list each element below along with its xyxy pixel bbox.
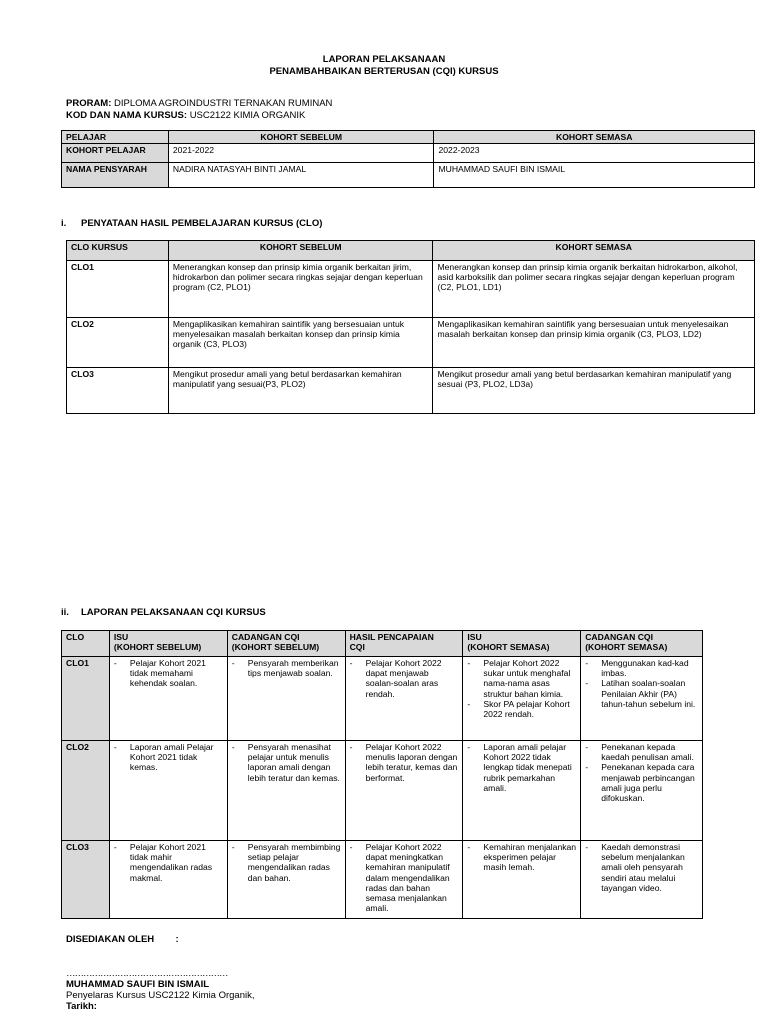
table-cell: Mengaplikasikan kemahiran saintifik yang bersesuaian untuk menyelesaikan masalah berkaitan konsep dan prinsip kimia organik (C3, PLO3) [168,318,433,368]
header-line1: HASIL PENCAPAIAN [349,632,434,642]
date-label: Tarikh: [66,1001,97,1012]
table-row [62,741,703,841]
course-label: KOD DAN NAMA KURSUS: [66,109,188,121]
table-header-cell [581,631,703,657]
table-header-cell: PELAJAR [62,131,169,144]
clo-label: CLO2 [67,318,169,368]
table-cell [345,841,463,919]
clo-label: CLO2 [62,741,110,841]
table-cell [463,657,581,741]
list-item: - Pelajar Kohort 2022 menulis laporan dengan lebih teratur, kemas dan berformat. [350,742,459,783]
section-number: ii. [61,607,69,618]
signatory-role: Penyelaras Kursus USC2122 Kimia Organik, [66,990,255,1001]
header-line1: CADANGAN CQI [231,632,300,642]
table-header-cell [345,631,463,657]
list-item: - Laporan amali Pelajar Kohort 2021 tidak kemas. [114,742,223,773]
table-row [62,657,703,741]
clo-label: CLO1 [62,657,110,741]
course-meta [66,98,332,121]
table-header-cell: CLO KURSUS [67,241,169,261]
table-header-cell [463,631,581,657]
header-line1: CLO [66,632,85,642]
list-item: - Pelajar Kohort 2022 dapat meningkatkan kemahiran manipulatif dalam mengendalikan radas dan bahan semasa menjalankan amali. [350,842,459,913]
table-header-cell [109,631,227,657]
table-cell: Menerangkan konsep dan prinsip kimia organik berkaitan jirim, hidrokarbon dan polimer secara ringkas sejajar dengan keperluan program (C2, PLO1) [168,261,433,318]
table-header-cell: KOHORT SEMASA [433,241,755,261]
table-cell [227,657,345,741]
course-line [66,110,332,122]
table-cell: NADIRA NATASYAH BINTI JAMAL [168,163,434,188]
table-header-cell [227,631,345,657]
list-item: - Pelajar Kohort 2021 tidak mahir mengendalikan radas makmal. [114,842,223,883]
cohort-table [61,130,755,188]
table-cell: Mengikut prosedur amali yang betul berdasarkan kemahiran manipulatif yang sesuai (P3, PLO2, LD3a) [433,368,755,414]
table-cell: Menerangkan konsep dan prinsip kimia organik berkaitan hidrokarbon, alkohol, asid karboksilik dan polimer secara ringkas sejajar dengan keperluan program (C2, PLO1, LD1) [433,261,755,318]
list-item: - Pelajar Kohort 2021 tidak memahami kehendak soalan. [114,658,223,689]
header-line1: ISU [467,632,482,642]
program-value: DIPLOMA AGROINDUSTRI TERNAKAN RUMINAN [114,98,333,109]
list-item: - Laporan amali pelajar Kohort 2022 tidak lengkap tidak menepati rubrik pemarkahan amali. [467,742,576,793]
clo-label: CLO3 [62,841,110,919]
list-item: - Latihan soalan-soalan Penilaian Akhir (PA) tahun-tahun sebelum ini. [585,678,698,709]
table-cell: Mengaplikasikan kemahiran saintifik yang bersesuaian untuk menyelesaikan masalah berkaitan konsep dan prinsip kimia organik (C3, PLO3, LD2) [433,318,755,368]
table-row [62,144,755,163]
table-row-label: KOHORT PELAJAR [62,144,169,163]
table-cell: MUHAMMAD SAUFI BIN ISMAIL [434,163,755,188]
table-header-row [67,241,755,261]
table-cell: 2021-2022 [168,144,434,163]
signature-line: ………………………………………………… [66,968,228,979]
list-item: - Pensyarah memberikan tips menjawab soalan. [232,658,341,678]
table-row [62,841,703,919]
table-header-row [62,631,703,657]
clo-label: CLO1 [67,261,169,318]
report-title-line2: PENAMBAHBAIKAN BERTERUSAN (CQI) KURSUS [269,66,499,77]
table-row [67,261,755,318]
report-title-line1: LAPORAN PELAKSANAAN [322,54,446,65]
report-title [0,54,768,78]
table-cell [227,741,345,841]
list-item: - Penekanan kepada kaedah penulisan amali. [585,742,698,762]
table-cell [109,657,227,741]
table-row [67,368,755,414]
header-line2: (KOHORT SEMASA) [467,642,550,653]
table-cell [581,657,703,741]
table-header-cell: KOHORT SEMASA [434,131,755,144]
list-item: - Pelajar Kohort 2022 sukar untuk menghafal nama-nama asas struktur bahan kimia. [467,658,576,699]
table-cell [109,741,227,841]
cqi-table [61,630,703,919]
program-label: PRORAM: [66,98,112,109]
table-row-label: NAMA PENSYARAH [62,163,169,188]
table-header-cell: KOHORT SEBELUM [168,241,433,261]
list-item: - Kemahiran menjalankan eksperimen pelajar masih lemah. [467,842,576,873]
clo-table [66,240,755,414]
list-item: - Pensyarah menasihat pelajar untuk menulis laporan amali dengan lebih teratur dan kemas. [232,742,341,783]
section-heading-clo [61,218,322,229]
program-line [66,98,332,110]
clo-label: CLO3 [67,368,169,414]
list-item: - Pelajar Kohort 2022 dapat menjawab soalan-soalan aras rendah. [350,658,459,699]
table-cell: 2022-2023 [434,144,755,163]
table-header-row [62,131,755,144]
table-cell [463,741,581,841]
prepared-colon: : [175,934,179,945]
table-cell [463,841,581,919]
list-item: - Kaedah demonstrasi sebelum menjalankan amali oleh pensyarah sendiri atau melalui tayangan video. [585,842,698,893]
table-header-cell: KOHORT SEBELUM [168,131,434,144]
signature-block [66,968,255,1012]
section-heading-cqi [61,607,266,618]
course-value: USC2122 KIMIA ORGANIK [189,109,306,121]
table-cell [227,841,345,919]
table-cell: Mengikut prosedur amali yang betul berdasarkan kemahiran manipulatif yang sesuai(P3, PLO2) [168,368,433,414]
table-row [67,318,755,368]
table-cell [581,841,703,919]
table-header-cell [62,631,110,657]
table-row [62,163,755,188]
header-line2: (KOHORT SEMASA) [585,642,668,653]
prepared-label: DISEDIAKAN OLEH [66,934,155,945]
table-cell [581,741,703,841]
header-line1: ISU [113,632,129,642]
table-cell [345,741,463,841]
prepared-by [66,934,179,945]
table-cell [109,841,227,919]
header-line2: (KOHORT SEBELUM) [113,642,202,653]
section-title: PENYATAAN HASIL PEMBELAJARAN KURSUS (CLO) [81,218,323,229]
signatory-name: MUHAMMAD SAUFI BIN ISMAIL [66,979,210,990]
header-line1: CADANGAN CQI [585,632,653,642]
list-item: - Skor PA pelajar Kohort 2022 rendah. [467,699,576,719]
list-item: - Menggunakan kad-kad imbas. [585,658,698,678]
section-number: i. [61,218,67,229]
list-item: - Pensyarah membimbing setiap pelajar mengendalikan radas dan bahan. [232,842,341,883]
table-cell [345,657,463,741]
header-line2: CQI [349,642,365,653]
section-title: LAPORAN PELAKSANAAN CQI KURSUS [81,607,266,618]
list-item: - Penekanan kepada cara menjawab perbincangan amali juga perlu difokuskan. [585,762,698,803]
header-line2: (KOHORT SEBELUM) [231,642,320,653]
